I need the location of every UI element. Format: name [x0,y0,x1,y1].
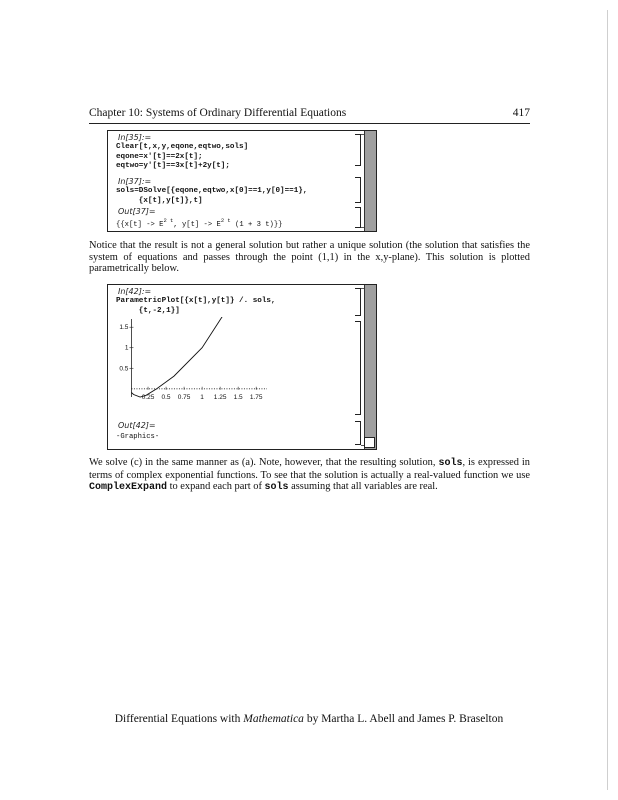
header-rule [89,123,530,124]
paragraph-notice: Notice that the result is not a general solution but rather a unique solution (the solution that satisfies the system of equations and passes through the point (1,1) in the x,y-plane). This solution is plotted parametrically below. [89,240,530,274]
x-tick-label: 1.75 [249,393,263,401]
out37-part-a: {{x[t] -> E [116,221,164,229]
out42-label: Out[42]= [118,421,156,430]
paragraph-2-part-2: , is expressed in terms of complex exponential functions. To see that the solution is actually a real-valued function we use [89,457,531,481]
x-tick-label: 0.5 [161,393,171,401]
page-number: 417 [512,107,530,119]
paragraph-2-part-3: to expand each part of [167,481,265,492]
y-tick-label: 0.5 [119,365,129,373]
resize-corner[interactable] [364,437,375,448]
x-tick-label: 1 [200,393,204,401]
in42-input-cell[interactable]: ParametricPlot[{x[t],y[t]} /. sols, {t,-2,1}] [116,297,276,315]
out37-exponent-2: 2 t [220,217,231,224]
in37-label: In[37]:= [118,177,152,186]
out37-part-c: , y[t] -> E [173,221,221,229]
out42-output-cell: -Graphics- [116,433,160,441]
paragraph-2-part-1: We solve (c) in the same manner as (a). Note, however, that the resulting solution, [89,457,439,468]
x-tick-label: 0.75 [177,393,191,401]
x-tick-label: 1.25 [213,393,227,401]
running-header [89,107,530,123]
notebook-window-parametric-plot [107,284,377,450]
out37-label: Out[37]= [118,207,156,216]
x-tick-label: 1.5 [233,393,243,401]
in37-input-cell[interactable]: sols=DSolve[{eqone,eqtwo,x[0]==1,y[0]==1}, {x[t],y[t]},t] [116,187,308,205]
in35-input-cell[interactable]: Clear[t,x,y,eqone,eqtwo,sols] eqone=x'[t]==2x[t]; eqtwo=y'[t]==3x[t]+2y[t]; [116,143,249,170]
in35-label: In[35]:= [118,133,152,142]
in42-label: In[42]:= [118,287,152,296]
footer-suffix: by Martha L. Abell and James P. Braselton [303,713,504,725]
paragraph-2-part-4: assuming that all variables are real. [288,481,438,492]
y-tick-label: 1 [124,344,129,352]
footer-prefix: Differential Equations with [114,713,244,725]
page-footer [0,713,618,725]
chapter-title: Chapter 10: Systems of Ordinary Differential Equations [89,107,347,119]
y-tick-label: 1.5 [119,324,129,332]
notebook-window-dsolve [107,130,377,232]
code-complexexpand: ComplexExpand [89,482,168,493]
parametric-curve [131,317,272,397]
x-tick-label: 0.25 [141,393,155,401]
out37-exponent-1: 2 t [163,217,174,224]
paragraph-solve-c [89,457,530,494]
vertical-scrollbar[interactable] [364,131,376,231]
code-sols-2: sols [264,482,289,493]
page-edge-line [607,10,608,790]
vertical-scrollbar-2[interactable] [364,285,376,449]
code-sols-1: sols [438,458,463,469]
footer-italic: Mathematica [243,713,304,725]
out37-output-cell [116,217,282,229]
out37-part-e: (1 + 3 t)}} [230,221,283,229]
parametric-plot [112,317,272,421]
